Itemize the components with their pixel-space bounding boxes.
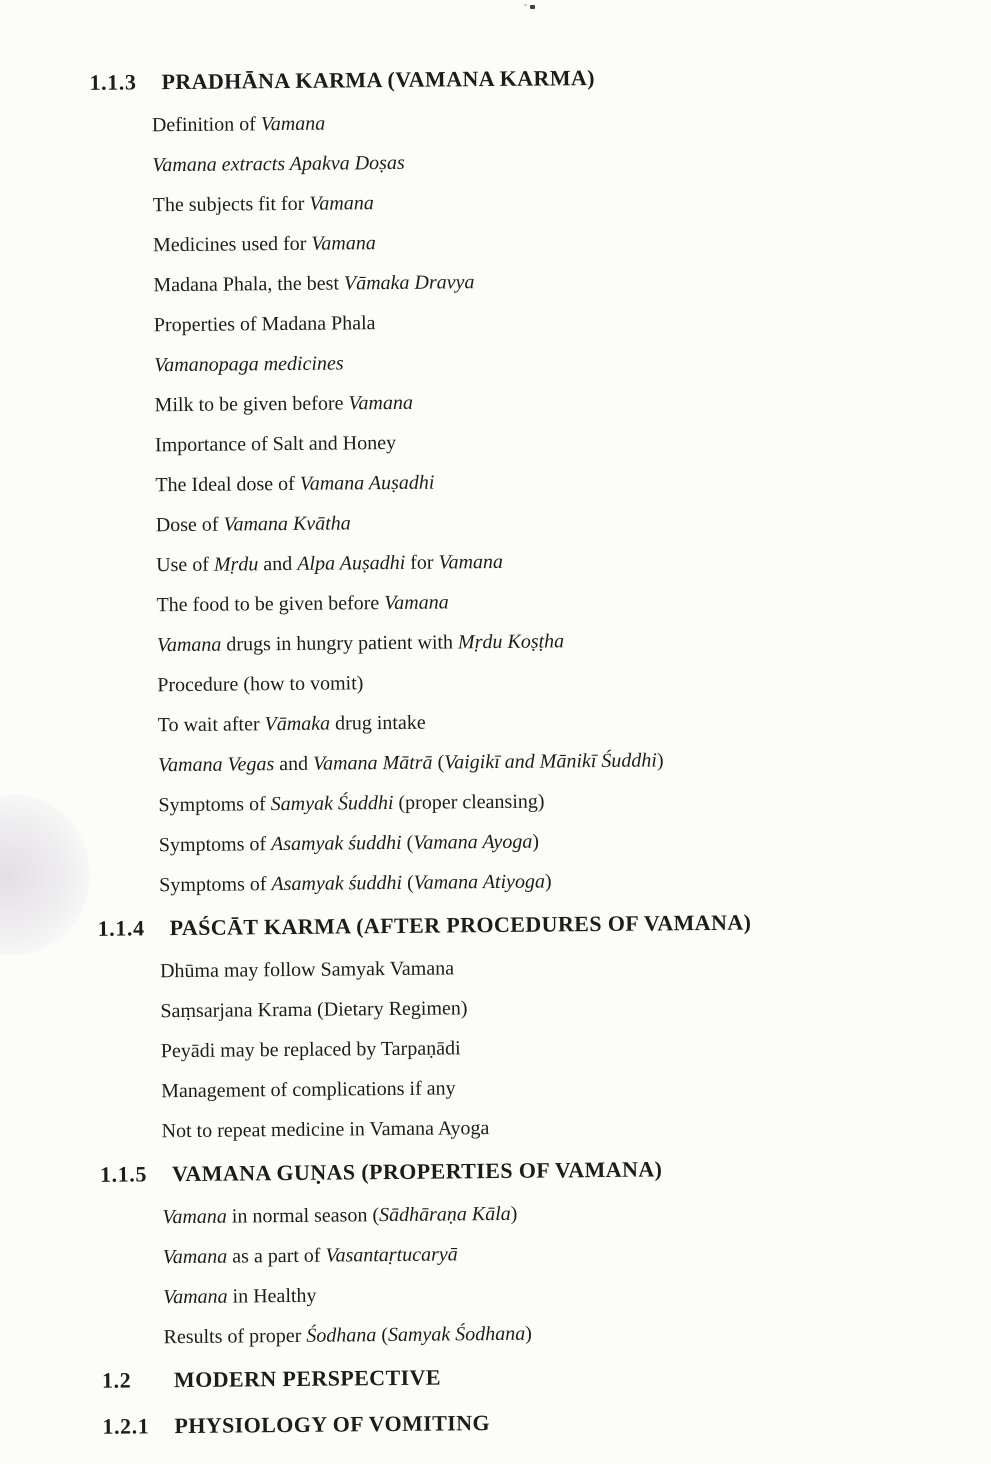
toc-item-text: To wait after [157, 713, 265, 737]
section-number: 1.1.5 [99, 1161, 148, 1187]
sanskrit-term: Vamana [156, 633, 222, 657]
toc-item-text: in normal season ( [226, 1204, 380, 1228]
section-title: VAMANA GUṆAS (PROPERTIES OF VAMANA) [171, 1156, 663, 1187]
toc-item-text: Use of [156, 553, 215, 577]
sanskrit-term: Vamana [260, 112, 326, 136]
sanskrit-term: Vamana [348, 391, 414, 415]
toc-item-text: drugs in hungry patient with [221, 631, 459, 656]
toc-item-text: Symptoms of [158, 833, 272, 857]
sanskrit-term: Vamana Mātrā [312, 751, 433, 775]
toc-item-text: and [258, 552, 298, 576]
section-title: PHYSIOLOGY OF VOMITING [174, 1410, 491, 1439]
toc-item-text: The Ideal dose of [155, 472, 300, 497]
section-number: 1.1.4 [97, 915, 145, 941]
section-number: 1.1.3 [89, 69, 137, 95]
sanskrit-term: Vasantaṛtucaryā [325, 1243, 458, 1267]
toc-item-text: Importance of Salt and Honey [154, 431, 397, 457]
section-number: 1.2.1 [102, 1413, 150, 1439]
toc-item-text: Dose of [155, 513, 224, 537]
section-number: 1.2 [101, 1367, 132, 1393]
toc-item-text: ( [376, 1324, 389, 1347]
sanskrit-term: Vamanopaga medicines [154, 352, 344, 377]
toc-item-text: Medicines used for [152, 232, 312, 257]
sanskrit-term: Vamana [311, 232, 376, 255]
sanskrit-term: Vamana Auṣadhi [299, 471, 435, 495]
sanskrit-term: Sādhāraṇa Kāla [378, 1202, 511, 1227]
sanskrit-term: Vamana Atiyoga [413, 870, 546, 894]
toc-item-text: Madana Phala, the best [153, 272, 345, 297]
sanskrit-term: Samyak Śuddhi [270, 791, 394, 816]
sanskrit-term: Vamana [162, 1205, 227, 1229]
toc-item-text: The food to be given before [156, 592, 385, 617]
sanskrit-term: Mṛdu [213, 553, 259, 576]
toc-item-text: in Healthy [227, 1284, 317, 1308]
toc-item-text: Properties of Madana Phala [153, 312, 376, 337]
toc-item-text: Procedure (how to vomit) [157, 672, 364, 697]
toc-item-text: Definition of [151, 113, 261, 137]
toc-item-text: Dhūma may follow Samyak Vamana [159, 957, 455, 983]
sanskrit-term: Alpa Auṣadhi [297, 551, 406, 575]
toc-item-text: The subjects fit for [152, 192, 310, 217]
toc-item-text: ) [544, 870, 552, 893]
sanskrit-term: Vamana Vegas [157, 753, 275, 777]
sanskrit-term: Mṛdu Koṣṭha [457, 630, 565, 654]
section-title: MODERN PERSPECTIVE [173, 1364, 442, 1393]
sanskrit-term: Śodhana [306, 1324, 377, 1347]
toc-item-text: Results of proper [163, 1324, 307, 1349]
sanskrit-term: Vamana [163, 1285, 228, 1309]
toc-item-text: Saṃsarjana Krama (Dietary Regimen) [160, 997, 468, 1023]
toc-item-text: Milk to be given before [154, 392, 349, 417]
toc-item-text: (proper cleansing) [393, 790, 545, 814]
toc-item-text: Symptoms of [159, 873, 272, 897]
sanskrit-term: Vamana extracts Apakva Doṣas [152, 151, 405, 177]
sanskrit-term: Vamana [162, 1245, 228, 1269]
section-title: PRADHĀNA KARMA (VAMANA KARMA) [161, 65, 596, 95]
sanskrit-term: Asamyak śuddhi [270, 831, 402, 856]
scan-artifact-dot [530, 5, 535, 9]
toc-item-text: ) [510, 1202, 518, 1225]
toc-item-text: Management of complications if any [161, 1077, 456, 1103]
toc-item-text: ( [432, 751, 445, 774]
toc-item-text: for [405, 551, 439, 574]
toc-item-text: and [274, 752, 314, 776]
section-title: PAŚCĀT KARMA (AFTER PROCEDURES OF VAMANA) [169, 909, 752, 941]
sanskrit-term: Vāmaka [264, 712, 331, 736]
toc-item-text: drug intake [330, 711, 426, 735]
sanskrit-term: Samyak Śodhana [387, 1322, 526, 1347]
sanskrit-term: Vamana [438, 550, 504, 574]
table-of-contents [0, 51, 991, 1450]
sanskrit-term: Vāmaka Dravya [343, 271, 475, 295]
sanskrit-term: Vamana [309, 192, 374, 215]
toc-item-text: Peyādi may be replaced by Tarpaṇādi [160, 1037, 461, 1063]
sanskrit-term: Vamana Ayoga [413, 830, 533, 854]
section-heading-1.2.1 [6, 1395, 991, 1451]
toc-item-text: ( [401, 831, 414, 854]
sanskrit-term: Vamana [384, 591, 449, 615]
toc-item-text: Symptoms of [158, 793, 271, 817]
toc-item-text: ) [525, 1322, 532, 1345]
toc-item-text: as a part of [227, 1244, 326, 1268]
toc-item-text: ) [532, 830, 540, 853]
sanskrit-term: Asamyak śuddhi [271, 871, 403, 896]
toc-item-text: Not to repeat medicine in Vamana Ayoga [161, 1117, 490, 1143]
sanskrit-term: Vaigikī and Mānikī Śuddhi [444, 749, 658, 774]
sanskrit-term: Vamana Kvātha [223, 512, 351, 536]
toc-item-text: ( [401, 871, 414, 894]
toc-item-text: ) [656, 749, 664, 772]
